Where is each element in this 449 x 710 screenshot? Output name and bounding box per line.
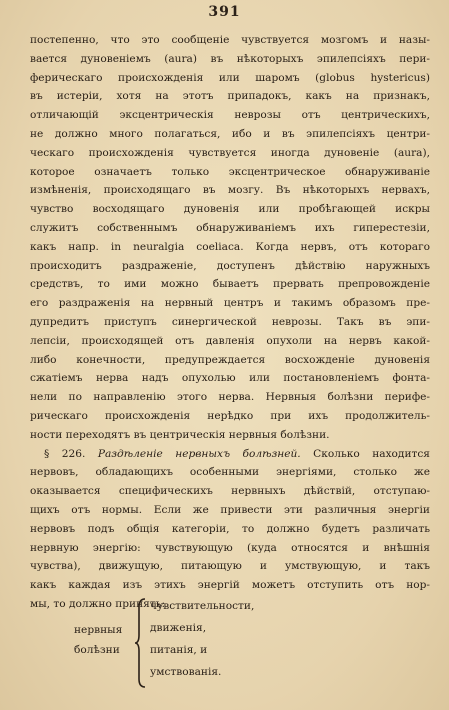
page-number: 391 [208, 4, 241, 20]
text-line: дупредитъ приступъ синергической неврозы. Такъ въ эпи- [30, 315, 430, 328]
text-line: нервовъ подъ общія категоріи, то должно будетъ различать [30, 522, 430, 535]
classification-block [74, 597, 334, 697]
text-line: какъ напр. in neuralgia coeliaca. Когда нервъ, отъ котораго [30, 240, 430, 253]
section-title: Раздѣленіе нервныхъ болѣзней. [97, 447, 301, 460]
text-line: нервную энергію: чувствующую (куда относятся и внѣшнія [30, 541, 430, 554]
text-line: оказывается специфическихъ нервныхъ дѣйствій, отступаю- [30, 485, 430, 498]
classification-item: чувствительности, [150, 600, 255, 612]
text-line: чувства), движущую, питающую и умствующую, и такъ [30, 560, 430, 573]
text-line: измѣненія, происходящаго въ мозгу. Въ нѣкоторыхъ нервахъ, [30, 184, 430, 197]
text-line: сжатіемъ нерва надъ опухолью или постановленіемъ фонта- [30, 372, 430, 385]
text-line: постепенно, что это сообщеніе чувствуется мозгомъ и назы- [30, 34, 430, 46]
text-line: происходитъ раздраженіе, доступенъ дѣйствію наружныхъ [30, 259, 430, 272]
text-line: чувство восходящаго дуновенія или пробѣгающей искры [30, 203, 430, 216]
text-line: которое означаетъ только эксцентрическое обнаруживаніе [30, 165, 430, 178]
text-line: его раздраженія на нервный центръ и такимъ образомъ пре- [30, 297, 430, 310]
text-line: ферическаго происхожденія или шаромъ (globus hystericus) [30, 71, 430, 84]
text-line: вается дуновеніемъ (aura) въ нѣкоторыхъ эпилепсіяхъ пери- [30, 52, 430, 65]
text-line: рическаго происхожденія нерѣдко при ихъ продолжитель- [30, 409, 430, 422]
section-heading-line [30, 445, 430, 464]
text-line: не должно много полагаться, ибо и въ эпилепсіяхъ центри- [30, 127, 430, 140]
text-line: средствъ, то ими можно бываетъ прервать препровожденіе [30, 278, 430, 291]
text-line: ческаго происхожденія чувствуется иногда дуновеніе (aura), [30, 146, 430, 159]
text-line: нели по направленію этого нерва. Нервныя болѣзни перифе- [30, 391, 430, 404]
classification-item: движенія, [150, 622, 207, 634]
text-line: ности переходятъ въ центрическія нервныя болѣзни. [30, 428, 330, 441]
paragraph-1 [30, 31, 430, 445]
classification-item: умствованія. [150, 666, 222, 678]
body-text [30, 31, 430, 614]
section-first-line: Сколько находится [313, 447, 430, 460]
curly-brace-icon [135, 597, 147, 689]
text-line: щихъ отъ нормы. Если же привести эти различныя энергіи [30, 503, 430, 516]
paragraph-2 [30, 463, 430, 613]
text-line: нервовъ, обладающихъ особенными энергіями, столько же [30, 466, 430, 479]
classification-item: питанія, и [150, 644, 208, 656]
text-line: мы, то должно принять: [30, 597, 166, 610]
text-line: либо конечности, предупреждается восхожденіе дуновенія [30, 353, 430, 366]
section-number: § 226. [44, 447, 86, 460]
classification-label-line2: болѣзни [74, 644, 120, 656]
text-line: какъ каждая изъ этихъ энергій можетъ отступить отъ нор- [30, 579, 430, 592]
text-line: въ истеріи, хотя на этотъ припадокъ, какъ на признакъ, [30, 90, 430, 103]
text-line: лепсіи, происходящей отъ давленія опухоли на нервъ какой- [30, 334, 430, 347]
text-line: служитъ собственнымъ обнаруживаніемъ ихъ гиперестезіи, [30, 221, 430, 234]
text-line: отличающій эксцентрическія неврозы отъ центрическихъ, [30, 109, 430, 122]
classification-label-line1: нервныя [74, 624, 123, 636]
